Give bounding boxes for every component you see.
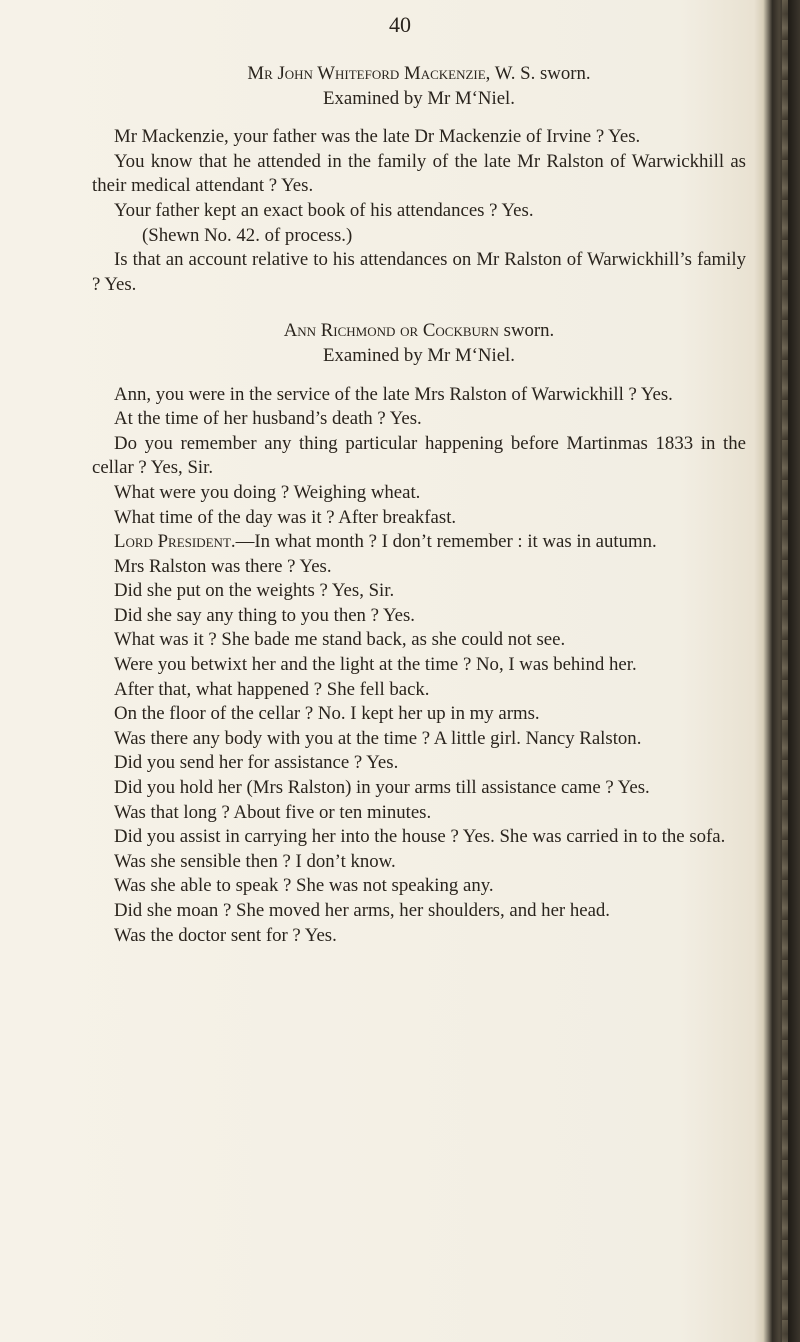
testimony-line: Do you remember any thing particular happening before Martinmas 1833 in the cellar ? Yes, Sir. — [92, 432, 746, 479]
testimony-line: Was the doctor sent for ? Yes. — [114, 924, 337, 946]
process-note: (Shewn No. 42. of process.) — [142, 224, 353, 246]
book-spine-edge — [754, 0, 800, 1342]
testimony-line: Was that long ? About five or ten minutes. — [114, 801, 432, 823]
testimony-line: What time of the day was it ? After breakfast. — [114, 506, 457, 528]
witness-heading-2 — [92, 319, 746, 344]
testimony-line: Did she moan ? She moved her arms, her shoulders, and her head. — [114, 900, 610, 921]
page-text — [92, 52, 746, 948]
witness-name-2: Ann Richmond or Cockburn — [283, 320, 499, 342]
testimony-line: Your father kept an exact book of his attendances ? Yes. — [114, 199, 534, 221]
testimony-line: What were you doing ? Weighing wheat. — [114, 481, 421, 503]
testimony-line: Were you betwixt her and the light at the time ? No, I was behind her. — [114, 654, 637, 676]
testimony-line: Mr Mackenzie, your father was the late Dr Mackenzie of Irvine ? Yes. — [114, 126, 641, 148]
testimony-line: Did she put on the weights ? Yes, Sir. — [114, 580, 395, 602]
testimony-line: Is that an account relative to his attendances on Mr Ralston of Warwickhill’s family ? Yes. — [92, 249, 746, 295]
witness-sworn-2: sworn. — [498, 320, 555, 342]
testimony-line: Did you send her for assistance ? Yes. — [114, 752, 399, 774]
examined-by-2: Examined by Mr M‘Niel. — [323, 344, 515, 366]
testimony-line: After that, what happened ? She fell back. — [114, 678, 430, 700]
testimony-line: At the time of her husband’s death ? Yes. — [114, 408, 422, 430]
testimony-line: Was there any body with you at the time ? A little girl. Nancy Ralston. — [114, 727, 642, 749]
testimony-line: Mrs Ralston was there ? Yes. — [114, 555, 332, 577]
spine-texture — [782, 0, 788, 1342]
lord-president-line — [92, 530, 746, 555]
witness-name-1: Mr John Whiteford Mackenzie, W. S. — [247, 63, 536, 84]
testimony-line: On the floor of the cellar ? No. I kept her up in my arms. — [114, 703, 540, 725]
witness-heading-1 — [92, 62, 746, 87]
speaker-label: Lord President. — [114, 531, 236, 553]
testimony-line: Did she say any thing to you then ? Yes. — [114, 604, 416, 626]
examined-by-1: Examined by Mr M‘Niel. — [323, 87, 515, 109]
testimony-line: What was it ? She bade me stand back, as she could not see. — [114, 629, 566, 651]
testimony-line: Did you hold her (Mrs Ralston) in your arms till assistance came ? Yes. — [114, 777, 650, 799]
witness-sworn-1: sworn. — [535, 63, 591, 84]
testimony-line: Did you assist in carrying her into the house ? Yes. She was carried in to the sofa. — [114, 826, 726, 848]
testimony-line: Was she sensible then ? I don’t know. — [114, 850, 396, 872]
testimony-line: You know that he attended in the family of the late Mr Ralston of Warwickhill as their medical attendant ? Yes. — [92, 150, 746, 197]
speaker-text: —In what month ? I don’t remember : it was in autumn. — [235, 531, 657, 553]
page-number: 40 — [389, 12, 411, 37]
testimony-line: Ann, you were in the service of the late Mrs Ralston of Warwickhill ? Yes. — [114, 383, 673, 405]
testimony-line: Was she able to speak ? She was not speaking any. — [114, 875, 494, 897]
